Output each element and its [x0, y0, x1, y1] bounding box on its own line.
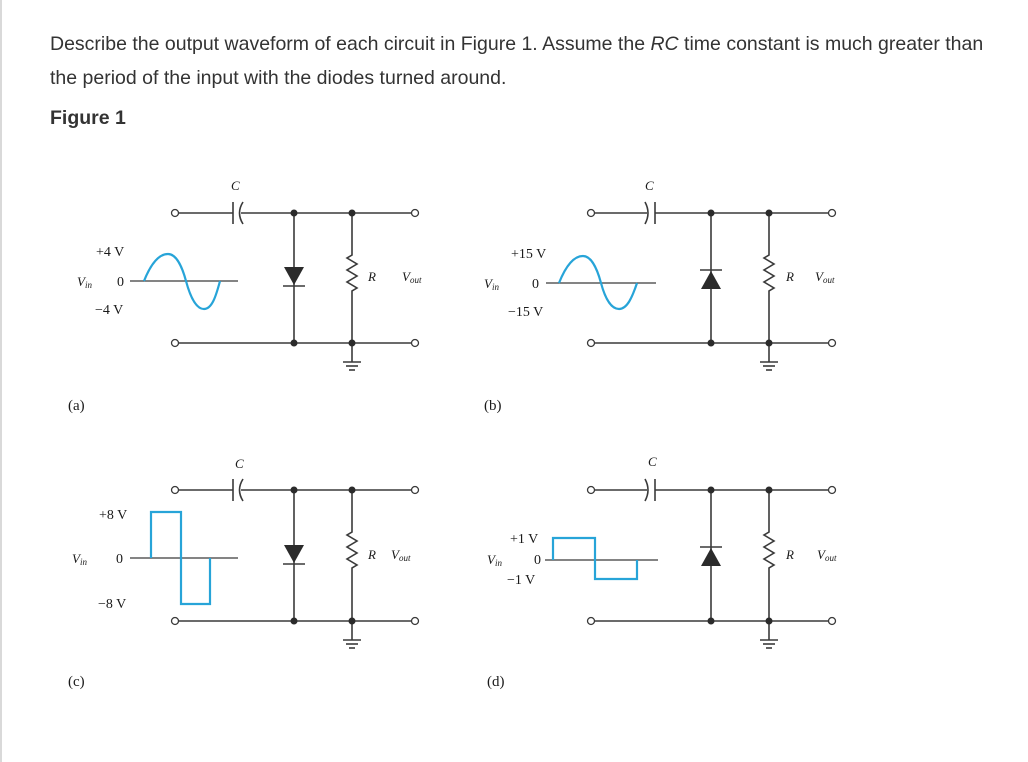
vin-a-label: Vin [77, 274, 92, 290]
input-d-vpos: +1 V [510, 532, 539, 547]
terminal-c-in-top [172, 487, 179, 494]
resistor-c-label: R [368, 547, 376, 562]
terminal-b-in-bottom [588, 340, 595, 347]
question-text-end: time constant is much greater than the period of the input with the diodes turned around. [50, 33, 984, 89]
terminal-b-in-top [588, 210, 595, 217]
input-d-vneg: −1 V [507, 573, 536, 588]
terminal-b-out-top [829, 210, 836, 217]
node-a-4 [349, 340, 356, 347]
node-a-2 [349, 210, 356, 217]
node-b-4 [766, 340, 773, 347]
node-b-2 [766, 210, 773, 217]
panel-d-label: (d) [487, 674, 505, 690]
input-b-vneg: −15 V [508, 305, 544, 320]
input-d-zero: 0 [534, 553, 541, 568]
resistor-a [347, 213, 357, 343]
terminal-a-out-top [412, 210, 419, 217]
node-c-4 [349, 618, 356, 625]
capacitor-d-label: C [648, 454, 657, 469]
node-b-3 [708, 340, 715, 347]
resistor-d-label: R [786, 547, 794, 562]
node-d-2 [766, 487, 773, 494]
resistor-a-label: R [368, 269, 376, 284]
terminal-d-in-top [588, 487, 595, 494]
input-d-waveform [553, 538, 637, 579]
vin-b-label: Vin [484, 276, 499, 292]
terminal-d-out-top [829, 487, 836, 494]
terminal-d-out-bottom [829, 618, 836, 625]
diode-b-triangle [701, 271, 721, 289]
terminal-a-out-bottom [412, 340, 419, 347]
capacitor-c-label: C [235, 456, 244, 471]
node-a-1 [291, 210, 298, 217]
panel-b-label: (b) [484, 398, 502, 414]
diode-a-triangle [284, 267, 304, 285]
diode-c-triangle [284, 545, 304, 563]
input-a-vpos: +4 V [96, 245, 125, 260]
vin-c-label: Vin [72, 551, 87, 567]
input-c-vpos: +8 V [99, 508, 128, 523]
terminal-c-out-bottom [412, 618, 419, 625]
resistor-d [764, 490, 774, 621]
input-a-zero: 0 [117, 275, 124, 290]
diode-d-triangle [701, 548, 721, 566]
terminal-a-in-bottom [172, 340, 179, 347]
input-b-zero: 0 [532, 277, 539, 292]
vin-d-label: Vin [487, 552, 502, 568]
node-d-3 [708, 618, 715, 625]
circuit-d [487, 454, 837, 690]
vout-a-label: Vout [402, 269, 422, 285]
input-b-vpos: +15 V [511, 247, 547, 262]
input-c-vneg: −8 V [98, 597, 127, 612]
circuit-c [68, 456, 419, 690]
terminal-c-in-bottom [172, 618, 179, 625]
circuit-b [484, 178, 836, 414]
terminal-b-out-bottom [829, 340, 836, 347]
panel-a-label: (a) [68, 398, 85, 414]
terminal-c-out-top [412, 487, 419, 494]
resistor-b-label: R [786, 269, 794, 284]
terminal-d-in-bottom [588, 618, 595, 625]
node-c-2 [349, 487, 356, 494]
node-b-1 [708, 210, 715, 217]
node-c-1 [291, 487, 298, 494]
capacitor-a-label: C [231, 178, 240, 193]
vout-d-label: Vout [817, 547, 837, 563]
question-rc: RC [650, 33, 679, 55]
input-a-vneg: −4 V [95, 303, 124, 318]
vout-c-label: Vout [391, 547, 411, 563]
node-a-3 [291, 340, 298, 347]
vout-b-label: Vout [815, 269, 835, 285]
resistor-b [764, 213, 774, 343]
terminal-a-in-top [172, 210, 179, 217]
node-d-1 [708, 487, 715, 494]
question-text-start: Describe the output waveform of each circuit in Figure 1. Assume the [50, 33, 651, 55]
circuit-a [68, 178, 422, 414]
figure-title: Figure 1 [50, 107, 126, 129]
node-c-3 [291, 618, 298, 625]
input-c-zero: 0 [116, 552, 123, 567]
panel-c-label: (c) [68, 674, 85, 690]
node-d-4 [766, 618, 773, 625]
capacitor-b-label: C [645, 178, 654, 193]
resistor-c [347, 490, 357, 621]
